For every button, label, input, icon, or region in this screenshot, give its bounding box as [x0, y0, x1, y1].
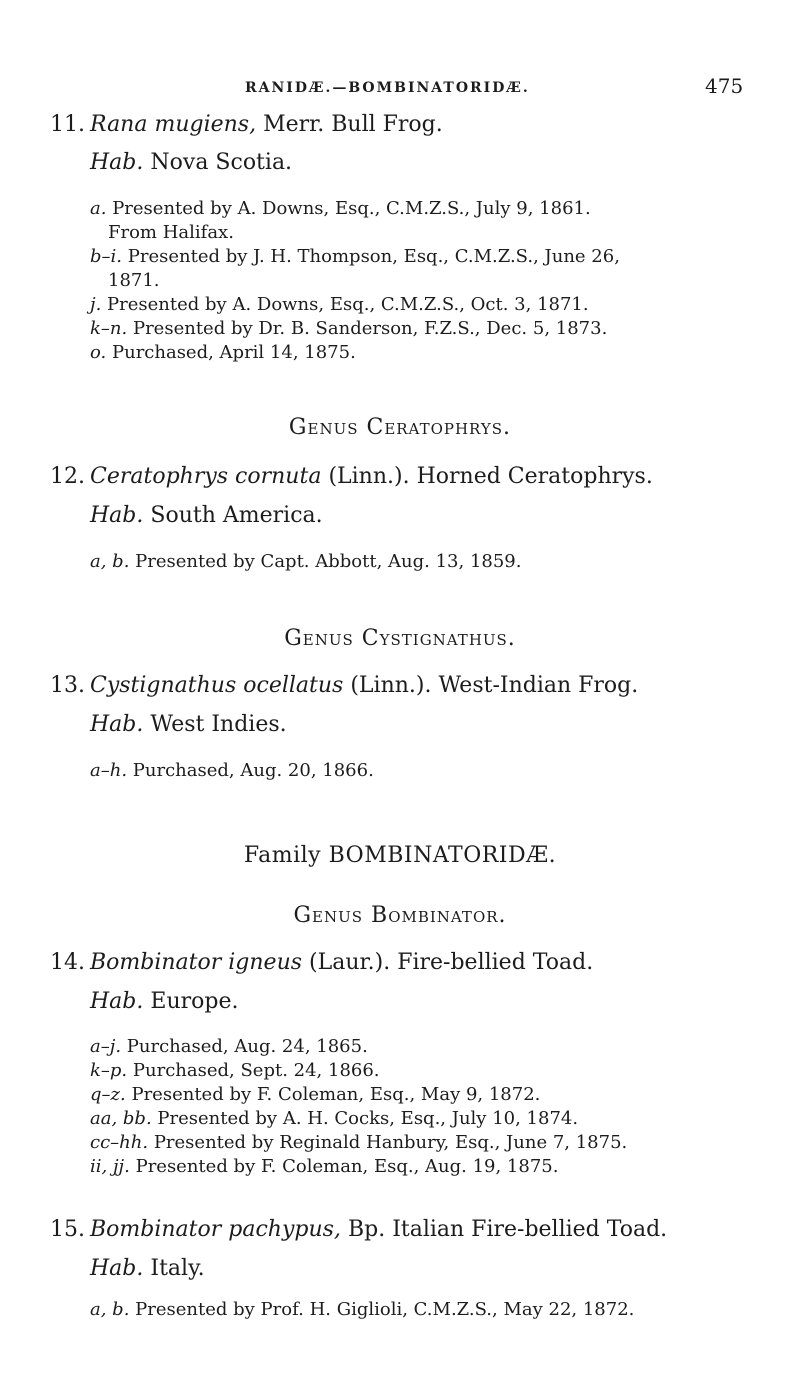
specimen-text: Purchased, April 14, 1875. — [111, 342, 356, 363]
specimen-letters: j. — [90, 294, 102, 315]
entry-number: 13. — [50, 673, 85, 698]
genus-heading: Genus Bombinator. — [293, 903, 507, 928]
habitat-value: Europe. — [150, 989, 239, 1014]
specimen-letters: k–n. — [90, 318, 128, 339]
common-name: West-Indian Frog. — [438, 673, 639, 698]
species-name: Bombinator igneus — [90, 950, 303, 975]
entry-number: 15. — [50, 1217, 85, 1242]
specimen-line — [90, 318, 607, 339]
species-authority: Bp. — [347, 1217, 386, 1242]
species-title — [90, 1217, 667, 1242]
specimen-text: Purchased, Sept. 24, 1866. — [132, 1060, 380, 1081]
common-name: Bull Frog. — [331, 112, 443, 137]
specimen-letters: b–i. — [90, 246, 123, 267]
habitat-label: Hab. — [90, 503, 144, 528]
habitat — [90, 1256, 205, 1281]
specimen-line — [90, 342, 356, 363]
specimen-text: Purchased, Aug. 24, 1865. — [126, 1036, 368, 1057]
common-name: Italian Fire-bellied Toad. — [392, 1217, 668, 1242]
specimen-letters: cc–hh. — [90, 1132, 149, 1153]
specimen-line — [90, 551, 521, 572]
species-title — [90, 950, 593, 975]
specimen-line — [90, 1036, 368, 1057]
specimen-text: Presented by F. Coleman, Esq., May 9, 1872. — [131, 1084, 541, 1105]
specimen-text: Presented by Reginald Hanbury, Esq., June 7, 1875. — [153, 1132, 628, 1153]
specimen-letters: a, b. — [90, 551, 130, 572]
species-name: Rana mugiens, — [90, 112, 257, 137]
species-authority: (Linn.). — [328, 464, 410, 489]
specimen-line — [90, 1108, 578, 1129]
specimen-line — [90, 294, 589, 315]
species-title — [90, 464, 653, 489]
species-title — [90, 673, 638, 698]
specimen-line — [90, 1132, 627, 1153]
common-name: Fire-bellied Toad. — [397, 950, 594, 975]
habitat-label: Hab. — [90, 1256, 144, 1281]
habitat-value: West Indies. — [150, 712, 287, 737]
specimen-line — [108, 222, 234, 243]
specimen-line — [108, 270, 160, 291]
specimen-line — [90, 246, 620, 267]
habitat-label: Hab. — [90, 712, 144, 737]
habitat-value: Nova Scotia. — [150, 150, 293, 175]
specimen-letters: a, b. — [90, 1299, 130, 1320]
specimen-line — [90, 1060, 380, 1081]
specimen-text: Presented by J. H. Thompson, Esq., C.M.Z.S., June 26, — [127, 246, 620, 267]
habitat — [90, 989, 238, 1014]
specimen-text: Presented by Dr. B. Sanderson, F.Z.S., Dec. 5, 1873. — [132, 318, 608, 339]
genus-heading: Genus Ceratophrys. — [288, 415, 512, 440]
genus-heading: Genus Cystignathus. — [284, 626, 516, 651]
running-head: RANIDÆ.—BOMBINATORIDÆ. — [245, 80, 530, 96]
specimen-line — [90, 1156, 558, 1177]
specimen-letters: a. — [90, 198, 107, 219]
specimen-text: Presented by F. Coleman, Esq., Aug. 19, 1875. — [135, 1156, 559, 1177]
specimen-text: 1871. — [108, 270, 160, 291]
species-authority: (Linn.). — [350, 673, 432, 698]
species-name: Ceratophrys cornuta — [90, 464, 322, 489]
specimen-text: Purchased, Aug. 20, 1866. — [132, 760, 374, 781]
specimen-letters: q–z. — [90, 1084, 126, 1105]
specimen-line — [90, 1299, 634, 1320]
habitat-label: Hab. — [90, 150, 144, 175]
specimen-text: Presented by Prof. H. Giglioli, C.M.Z.S., May 22, 1872. — [135, 1299, 635, 1320]
species-title — [90, 112, 443, 137]
species-authority: Merr. — [263, 112, 325, 137]
specimen-letters: ii, jj. — [90, 1156, 130, 1177]
common-name: Horned Ceratophrys. — [416, 464, 653, 489]
entry-number: 12. — [50, 464, 85, 489]
species-authority: (Laur.). — [309, 950, 391, 975]
specimen-letters: aa, bb. — [90, 1108, 152, 1129]
habitat-label: Hab. — [90, 989, 144, 1014]
specimen-letters: k–p. — [90, 1060, 128, 1081]
specimen-line — [90, 198, 591, 219]
habitat-value: South America. — [150, 503, 323, 528]
specimen-text: Presented by A. Downs, Esq., C.M.Z.S., Oct. 3, 1871. — [107, 294, 589, 315]
habitat — [90, 503, 323, 528]
habitat-value: Italy. — [150, 1256, 205, 1281]
habitat — [90, 150, 292, 175]
specimen-line — [90, 1084, 540, 1105]
specimen-text: Presented by A. H. Cocks, Esq., July 10, 1874. — [157, 1108, 579, 1129]
specimen-text: Presented by A. Downs, Esq., C.M.Z.S., July 9, 1861. — [112, 198, 591, 219]
entry-number: 14. — [50, 950, 85, 975]
specimen-line — [90, 760, 374, 781]
specimen-text: Presented by Capt. Abbott, Aug. 13, 1859. — [135, 551, 522, 572]
entry-number: 11. — [50, 112, 85, 137]
family-heading: Family BOMBINATORIDÆ. — [243, 843, 557, 868]
specimen-letters: a–j. — [90, 1036, 122, 1057]
page-number: 475 — [705, 74, 744, 98]
species-name: Bombinator pachypus, — [90, 1217, 341, 1242]
habitat — [90, 712, 287, 737]
species-name: Cystignathus ocellatus — [90, 673, 344, 698]
specimen-text: From Halifax. — [108, 222, 234, 243]
specimen-letters: o. — [90, 342, 107, 363]
specimen-letters: a–h. — [90, 760, 128, 781]
